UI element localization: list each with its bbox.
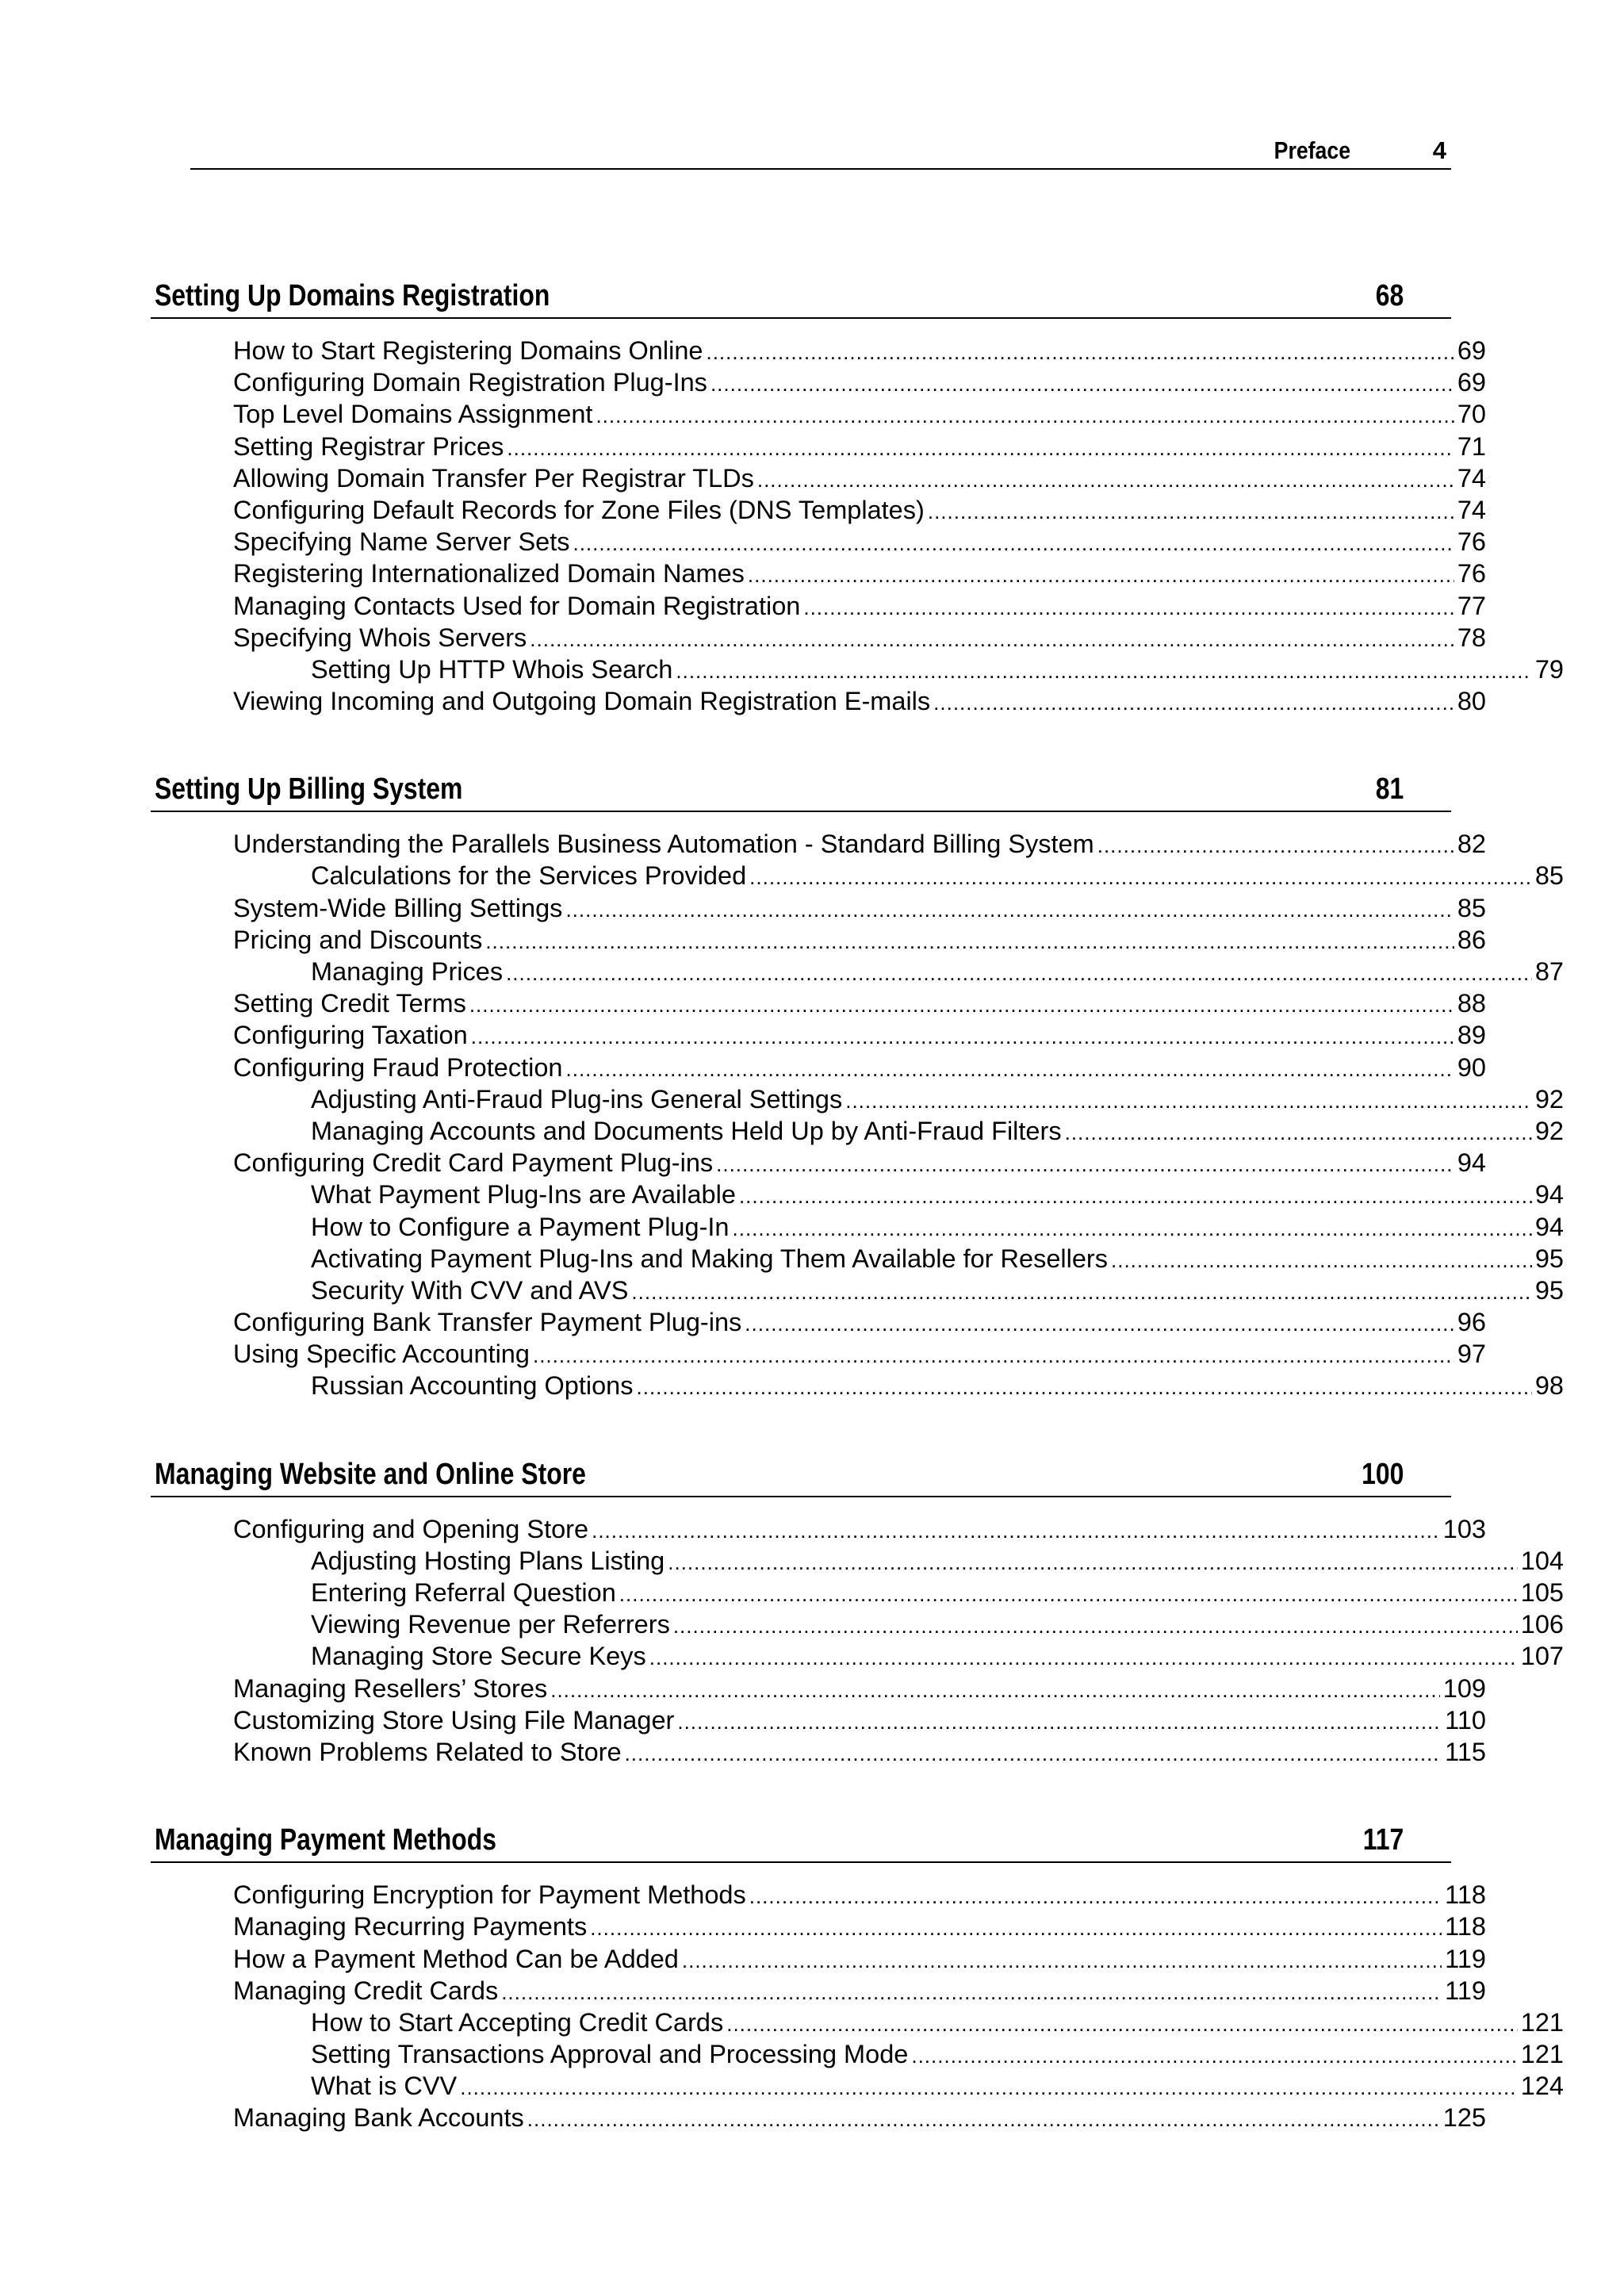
dot-leader xyxy=(471,1021,1454,1052)
toc-entry[interactable] xyxy=(151,1115,1564,1147)
entry-title: Managing Contacts Used for Domain Registration xyxy=(233,591,801,620)
dot-leader xyxy=(637,1371,1532,1403)
dot-leader xyxy=(749,861,1532,893)
dot-leader xyxy=(501,1976,1442,2008)
entry-title: System-Wide Billing Settings xyxy=(233,893,563,922)
entry-page-number: 92 xyxy=(1534,1116,1564,1145)
toc-entry[interactable] xyxy=(151,1975,1486,2007)
dot-leader xyxy=(619,1578,1518,1610)
entry-page-number: 121 xyxy=(1520,2040,1564,2069)
dot-leader xyxy=(668,1547,1518,1578)
toc-entry[interactable] xyxy=(151,1179,1564,1210)
entry-title: Configuring and Opening Store xyxy=(233,1514,589,1543)
toc-entry[interactable] xyxy=(151,685,1486,717)
toc-entry[interactable] xyxy=(151,2102,1486,2133)
entry-title: Configuring Credit Card Payment Plug-ins xyxy=(233,1148,714,1178)
entry-page-number: 119 xyxy=(1445,1944,1486,1973)
toc-entry[interactable] xyxy=(151,494,1486,526)
toc-entry[interactable] xyxy=(151,828,1486,860)
entry-page-number: 69 xyxy=(1457,336,1486,365)
entry-title: Using Specific Accounting xyxy=(233,1340,530,1369)
section-heading[interactable] xyxy=(151,766,1451,812)
toc-entry[interactable] xyxy=(151,924,1486,956)
toc-entry[interactable] xyxy=(151,1274,1564,1306)
entry-title: Security With CVV and AVS xyxy=(311,1275,629,1305)
section-title: Setting Up Billing System xyxy=(155,772,463,807)
toc-entry[interactable] xyxy=(151,1545,1564,1577)
toc-entry[interactable] xyxy=(151,1306,1486,1338)
dot-leader xyxy=(649,1642,1518,1673)
entry-title: Registering Internationalized Domain Names xyxy=(233,559,745,588)
entry-page-number: 78 xyxy=(1457,623,1486,652)
dot-leader xyxy=(460,2072,1518,2103)
toc-entry[interactable] xyxy=(151,462,1486,494)
entry-page-number: 94 xyxy=(1534,1180,1564,1209)
entry-page-number: 74 xyxy=(1457,463,1486,493)
toc-entry[interactable] xyxy=(151,1704,1486,1736)
entry-page-number: 74 xyxy=(1457,495,1486,524)
dot-leader xyxy=(590,1912,1442,1944)
dot-leader xyxy=(485,926,1454,957)
toc-entry[interactable] xyxy=(151,1736,1486,1768)
toc-section xyxy=(151,1817,1564,2134)
dot-leader xyxy=(726,2008,1518,2040)
dot-leader xyxy=(533,1340,1454,1371)
entry-title: Viewing Incoming and Outgoing Domain Registration E-mails xyxy=(233,687,931,716)
toc-entry[interactable] xyxy=(151,431,1486,462)
entry-page-number: 85 xyxy=(1457,893,1486,922)
entry-title: Customizing Store Using File Manager xyxy=(233,1705,675,1734)
section-spacer xyxy=(151,1768,1451,1817)
entry-page-number: 104 xyxy=(1520,1546,1564,1575)
entry-page-number: 107 xyxy=(1520,1642,1564,1671)
section-entries xyxy=(151,1497,1564,1769)
entry-title: Configuring Encryption for Payment Methods xyxy=(233,1880,746,1910)
dot-leader xyxy=(566,1053,1454,1085)
toc-entry[interactable] xyxy=(151,2070,1564,2102)
entry-page-number: 96 xyxy=(1457,1308,1486,1337)
dot-leader xyxy=(677,1706,1442,1738)
dot-leader xyxy=(928,496,1454,527)
entry-page-number: 98 xyxy=(1534,1371,1564,1401)
dot-leader xyxy=(739,1180,1532,1212)
entry-page-number: 121 xyxy=(1520,2007,1564,2037)
entry-page-number: 95 xyxy=(1534,1275,1564,1305)
dot-leader xyxy=(748,559,1454,591)
header-title: Preface xyxy=(1274,136,1350,164)
entry-title: Configuring Fraud Protection xyxy=(233,1052,563,1082)
entry-title: Configuring Taxation xyxy=(233,1021,468,1050)
entry-title: Configuring Domain Registration Plug-Ins xyxy=(233,368,707,397)
dot-leader xyxy=(527,2103,1440,2135)
entry-page-number: 103 xyxy=(1442,1514,1486,1543)
entry-page-number: 87 xyxy=(1534,957,1564,986)
toc-entry[interactable] xyxy=(151,622,1486,654)
dot-leader xyxy=(716,1148,1454,1180)
entry-title: How to Start Accepting Credit Cards xyxy=(311,2007,724,2037)
dot-leader xyxy=(573,527,1454,559)
toc-entry[interactable] xyxy=(151,1083,1564,1115)
dot-leader xyxy=(596,400,1454,431)
dot-leader xyxy=(845,1085,1532,1117)
toc-entry[interactable] xyxy=(151,1608,1564,1640)
toc-entry[interactable] xyxy=(151,987,1486,1019)
entry-page-number: 94 xyxy=(1534,1212,1564,1241)
toc-entry[interactable] xyxy=(151,1640,1564,1672)
dot-leader xyxy=(745,1308,1454,1340)
toc-entry[interactable] xyxy=(151,860,1564,891)
entry-title: How to Configure a Payment Plug-In xyxy=(311,1212,730,1241)
entry-page-number: 125 xyxy=(1442,2103,1486,2133)
toc-entry[interactable] xyxy=(151,892,1486,924)
dot-leader xyxy=(710,368,1454,400)
entry-title: Entering Referral Question xyxy=(311,1578,616,1607)
toc-entry[interactable] xyxy=(151,1673,1486,1704)
toc-entry[interactable] xyxy=(151,590,1486,622)
entry-title: Specifying Whois Servers xyxy=(233,623,527,652)
toc-section xyxy=(151,1451,1564,1769)
entry-title: Adjusting Hosting Plans Listing xyxy=(311,1546,665,1575)
toc-entry[interactable] xyxy=(151,1019,1486,1051)
dot-leader xyxy=(1097,830,1454,861)
toc-entry[interactable] xyxy=(151,956,1564,987)
entry-page-number: 85 xyxy=(1534,861,1564,891)
entry-title: Configuring Default Records for Zone Files (DNS Templates) xyxy=(233,495,925,524)
dot-leader xyxy=(673,1610,1518,1642)
toc-entry[interactable] xyxy=(151,558,1486,589)
entry-page-number: 115 xyxy=(1445,1737,1486,1766)
table-of-contents xyxy=(151,273,1564,2134)
entry-page-number: 118 xyxy=(1445,1912,1486,1941)
dot-leader xyxy=(1065,1117,1532,1148)
entry-title: Viewing Revenue per Referrers xyxy=(311,1610,670,1639)
entry-title: Setting Up HTTP Whois Search xyxy=(311,654,673,684)
dot-leader xyxy=(1111,1244,1532,1276)
entry-title: Pricing and Discounts xyxy=(233,925,483,954)
section-heading[interactable] xyxy=(151,1817,1451,1863)
section-heading[interactable] xyxy=(151,273,1451,319)
section-spacer xyxy=(151,717,1451,766)
entry-page-number: 89 xyxy=(1457,1021,1486,1050)
dot-leader xyxy=(911,2040,1517,2072)
entry-page-number: 94 xyxy=(1457,1148,1486,1178)
toc-section xyxy=(151,766,1564,1401)
toc-entry[interactable] xyxy=(151,654,1564,685)
dot-leader xyxy=(530,623,1454,655)
entry-title: Managing Resellers’ Stores xyxy=(233,1673,548,1703)
toc-entry[interactable] xyxy=(151,1243,1564,1274)
entry-page-number: 118 xyxy=(1445,1880,1486,1910)
entry-title: Managing Store Secure Keys xyxy=(311,1642,646,1671)
section-entries xyxy=(151,812,1564,1401)
section-heading[interactable] xyxy=(151,1451,1451,1497)
entry-page-number: 80 xyxy=(1457,687,1486,716)
entry-title: Activating Payment Plug-Ins and Making Them Available for Resellers xyxy=(311,1244,1108,1273)
entry-title: Configuring Bank Transfer Payment Plug-ins xyxy=(233,1308,742,1337)
toc-entry[interactable] xyxy=(151,335,1486,366)
entry-page-number: 86 xyxy=(1457,925,1486,954)
section-title: Managing Payment Methods xyxy=(155,1823,496,1857)
toc-entry[interactable] xyxy=(151,1370,1564,1401)
dot-leader xyxy=(506,957,1532,989)
section-title: Setting Up Domains Registration xyxy=(155,279,550,312)
entry-page-number: 97 xyxy=(1457,1340,1486,1369)
entry-page-number: 119 xyxy=(1445,1976,1486,2005)
entry-page-number: 95 xyxy=(1534,1244,1564,1273)
section-page-number: 117 xyxy=(1362,1823,1404,1857)
dot-leader xyxy=(749,1880,1442,1912)
toc-entry[interactable] xyxy=(151,2007,1564,2038)
section-spacer xyxy=(151,1402,1451,1451)
section-page-number: 100 xyxy=(1361,1457,1404,1491)
dot-leader xyxy=(757,464,1454,496)
entry-title: Managing Bank Accounts xyxy=(233,2103,524,2133)
dot-leader xyxy=(507,432,1454,464)
toc-entry[interactable] xyxy=(151,1147,1486,1179)
section-title: Managing Website and Online Store xyxy=(155,1457,586,1491)
entry-page-number: 77 xyxy=(1457,591,1486,620)
entry-page-number: 109 xyxy=(1442,1673,1486,1703)
entry-title: Understanding the Parallels Business Automation - Standard Billing System xyxy=(233,830,1094,859)
dot-leader xyxy=(625,1738,1442,1769)
entry-title: Setting Credit Terms xyxy=(233,989,466,1018)
entry-page-number: 88 xyxy=(1457,989,1486,1018)
toc-entry[interactable] xyxy=(151,526,1486,558)
entry-title: Setting Transactions Approval and Processing Mode xyxy=(311,2040,909,2069)
toc-entry[interactable] xyxy=(151,1338,1486,1370)
section-entries xyxy=(151,1863,1564,2134)
entry-page-number: 110 xyxy=(1445,1705,1486,1734)
dot-leader xyxy=(676,655,1531,687)
entry-title: Specifying Name Server Sets xyxy=(233,527,570,557)
dot-leader xyxy=(565,894,1454,926)
entry-title: Setting Registrar Prices xyxy=(233,431,504,461)
entry-title: Calculations for the Services Provided xyxy=(311,861,747,891)
entry-page-number: 79 xyxy=(1534,654,1564,684)
section-entries xyxy=(151,319,1564,717)
dot-leader xyxy=(933,687,1454,719)
page-header xyxy=(190,133,1451,170)
entry-page-number: 71 xyxy=(1457,431,1486,461)
dot-leader xyxy=(733,1213,1532,1244)
toc-entry[interactable] xyxy=(151,1911,1486,1942)
dot-leader xyxy=(469,989,1454,1021)
toc-entry[interactable] xyxy=(151,1577,1564,1608)
entry-page-number: 90 xyxy=(1457,1052,1486,1082)
entry-title: Managing Prices xyxy=(311,957,504,986)
dot-leader xyxy=(803,592,1454,623)
entry-page-number: 69 xyxy=(1457,368,1486,397)
toc-entry[interactable] xyxy=(151,1513,1486,1545)
entry-page-number: 70 xyxy=(1457,400,1486,429)
dot-leader xyxy=(631,1276,1531,1308)
entry-page-number: 124 xyxy=(1520,2072,1564,2101)
entry-title: Russian Accounting Options xyxy=(311,1371,634,1401)
entry-title: What is CVV xyxy=(311,2072,458,2101)
dot-leader xyxy=(592,1515,1440,1547)
entry-title: Known Problems Related to Store xyxy=(233,1737,622,1766)
entry-page-number: 76 xyxy=(1457,559,1486,588)
toc-entry[interactable] xyxy=(151,1211,1564,1243)
entry-page-number: 92 xyxy=(1534,1084,1564,1114)
entry-title: Managing Accounts and Documents Held Up by Anti-Fraud Filters xyxy=(311,1116,1062,1145)
entry-title: Top Level Domains Assignment xyxy=(233,400,593,429)
entry-page-number: 82 xyxy=(1457,830,1486,859)
entry-page-number: 105 xyxy=(1520,1578,1564,1607)
toc-entry[interactable] xyxy=(151,2038,1564,2070)
toc-entry[interactable] xyxy=(151,1943,1486,1975)
toc-entry[interactable] xyxy=(151,366,1486,398)
entry-title: Managing Credit Cards xyxy=(233,1976,499,2005)
entry-title: Adjusting Anti-Fraud Plug-ins General Settings xyxy=(311,1084,843,1114)
dot-leader xyxy=(550,1674,1440,1706)
entry-title: Managing Recurring Payments xyxy=(233,1912,588,1941)
entry-page-number: 106 xyxy=(1520,1610,1564,1639)
toc-entry[interactable] xyxy=(151,398,1486,430)
header-page-number: 4 xyxy=(1432,136,1446,164)
dot-leader xyxy=(706,336,1454,368)
toc-entry[interactable] xyxy=(151,1052,1486,1083)
section-page-number: 81 xyxy=(1375,772,1404,807)
entry-title: How a Payment Method Can be Added xyxy=(233,1944,679,1973)
entry-title: Allowing Domain Transfer Per Registrar TLDs xyxy=(233,463,754,493)
section-page-number: 68 xyxy=(1375,279,1404,312)
entry-title: What Payment Plug-Ins are Available xyxy=(311,1180,736,1209)
toc-section xyxy=(151,273,1564,717)
dot-leader xyxy=(682,1945,1442,1976)
entry-page-number: 76 xyxy=(1457,527,1486,557)
entry-title: How to Start Registering Domains Online xyxy=(233,336,703,365)
toc-entry[interactable] xyxy=(151,1879,1486,1911)
